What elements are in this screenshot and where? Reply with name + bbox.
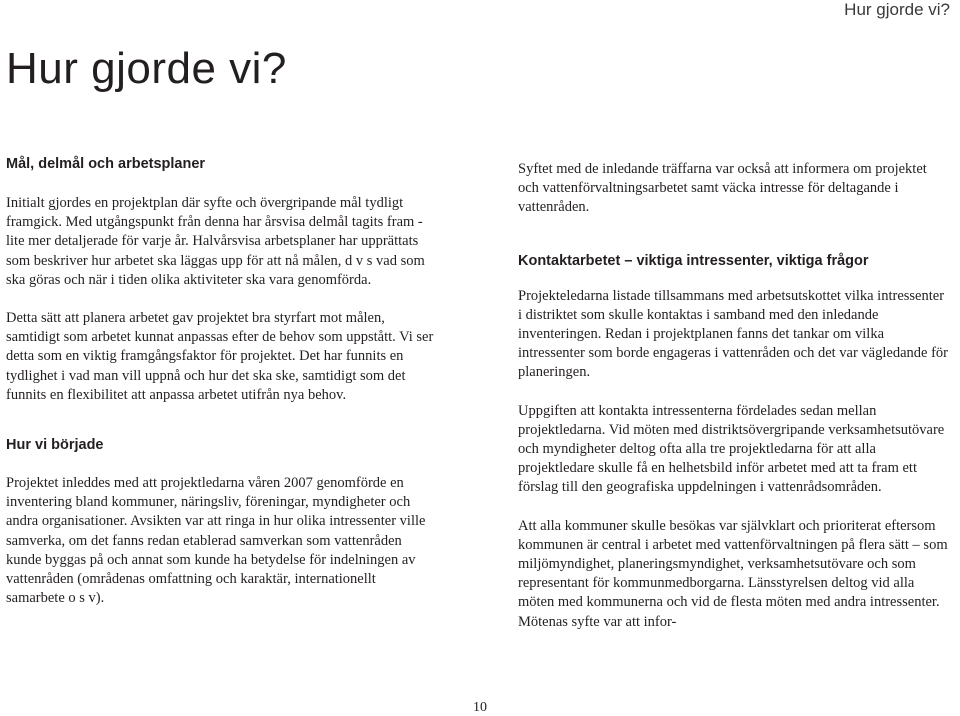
paragraph-start-1: Projektet inleddes med att projektledarna våren 2007 genomförde en inventering bland kommuner, näringsliv, föreningar, myndigheter och andra organisationer. Avsikten var att ringa in hur olika intressenter ville samverka, om det fanns redan etablerad samverkan som vattenråden kunde byggas på och annat som kunde ha betydelse för indelningen av vattenråden (områdenas omfattning och karaktär, internationellt samarbete o s v). <box>6 475 426 607</box>
paragraph-goals-1: Initialt gjordes en projektplan där syfte och övergripande mål tydligt framgick. Med utgångspunkt från denna har årsvisa delmål tagits fram - lite mer detaljerade för varje år. Halvårsvisa arbetsplaner har upprättats som beskriver hur arbetet ska läggas upp för att nå målen, d v s vad som ska göras och när i tiden olika aktiviteter ska vara genomförda. <box>6 195 425 288</box>
paragraph-contact-1: Projekteledarna listade tillsammans med arbetsutskottet vilka intressenter i distriktet som skulle kontaktas i samband med den inledande inventeringen. Redan i projektplanen fanns det tankar om vilka intressenter som borde engageras i vattenråden och det var vägledande för planeringen. <box>518 287 948 381</box>
section-heading-start: Hur vi började <box>6 437 104 454</box>
paragraph-contact-3: Att alla kommuner skulle besökas var självklart och prioriterat eftersom kommunen är central i arbetet med vattenförvaltningen på flera sätt – som miljömyndighet, planeringsmyndighet, verksamhetsutövare och som representant för kommunmedborgarna. Länsstyrelsen deltog vid alla möten med kommunerna och vid de flesta möten med andra intressenter. Mötenas syfte var att infor- <box>518 517 948 630</box>
running-header: Hur gjorde vi? <box>844 0 950 19</box>
section-heading-goals: Mål, delmål och arbetsplaner <box>6 156 206 172</box>
section-heading-contact: Kontaktarbetet – viktiga intressenter, viktiga frågor <box>518 252 869 269</box>
page-number: 10 <box>473 700 487 715</box>
page-title: Hur gjorde vi? <box>6 44 287 93</box>
paragraph-contact-2: Uppgiften att kontakta intressenterna fördelades sedan mellan projektledarna. Vid möten med distriktsövergripande verksamhetsutövare och myndigheter deltog ofta alla tre projektledarna för att alla projektledare skulle få en helhetsbild inför arbetet med att ta fram ett förslag till den geografiska uppdelningen i vattenrådsområden. <box>518 402 945 496</box>
left-column <box>6 156 438 608</box>
right-column <box>518 160 950 632</box>
paragraph-goals-2: Detta sätt att planera arbetet gav projektet bra styrfart mot målen, samtidigt som arbetet kunnat anpassas efter de behov som uppstått. Vi ser detta som en viktig framgångsfaktor för projektet. Det har funnits en tydlighet i vad man vill uppnå och hur det ska ske, samtidigt som det funnits en flexibilitet att anpassa arbetet utifrån nya behov. <box>6 310 434 403</box>
paragraph-purpose: Syftet med de inledande träffarna var också att informera om projektet och vattenförvaltningsarbetet samt väcka intresse för deltagande i vattenråden. <box>518 161 927 216</box>
